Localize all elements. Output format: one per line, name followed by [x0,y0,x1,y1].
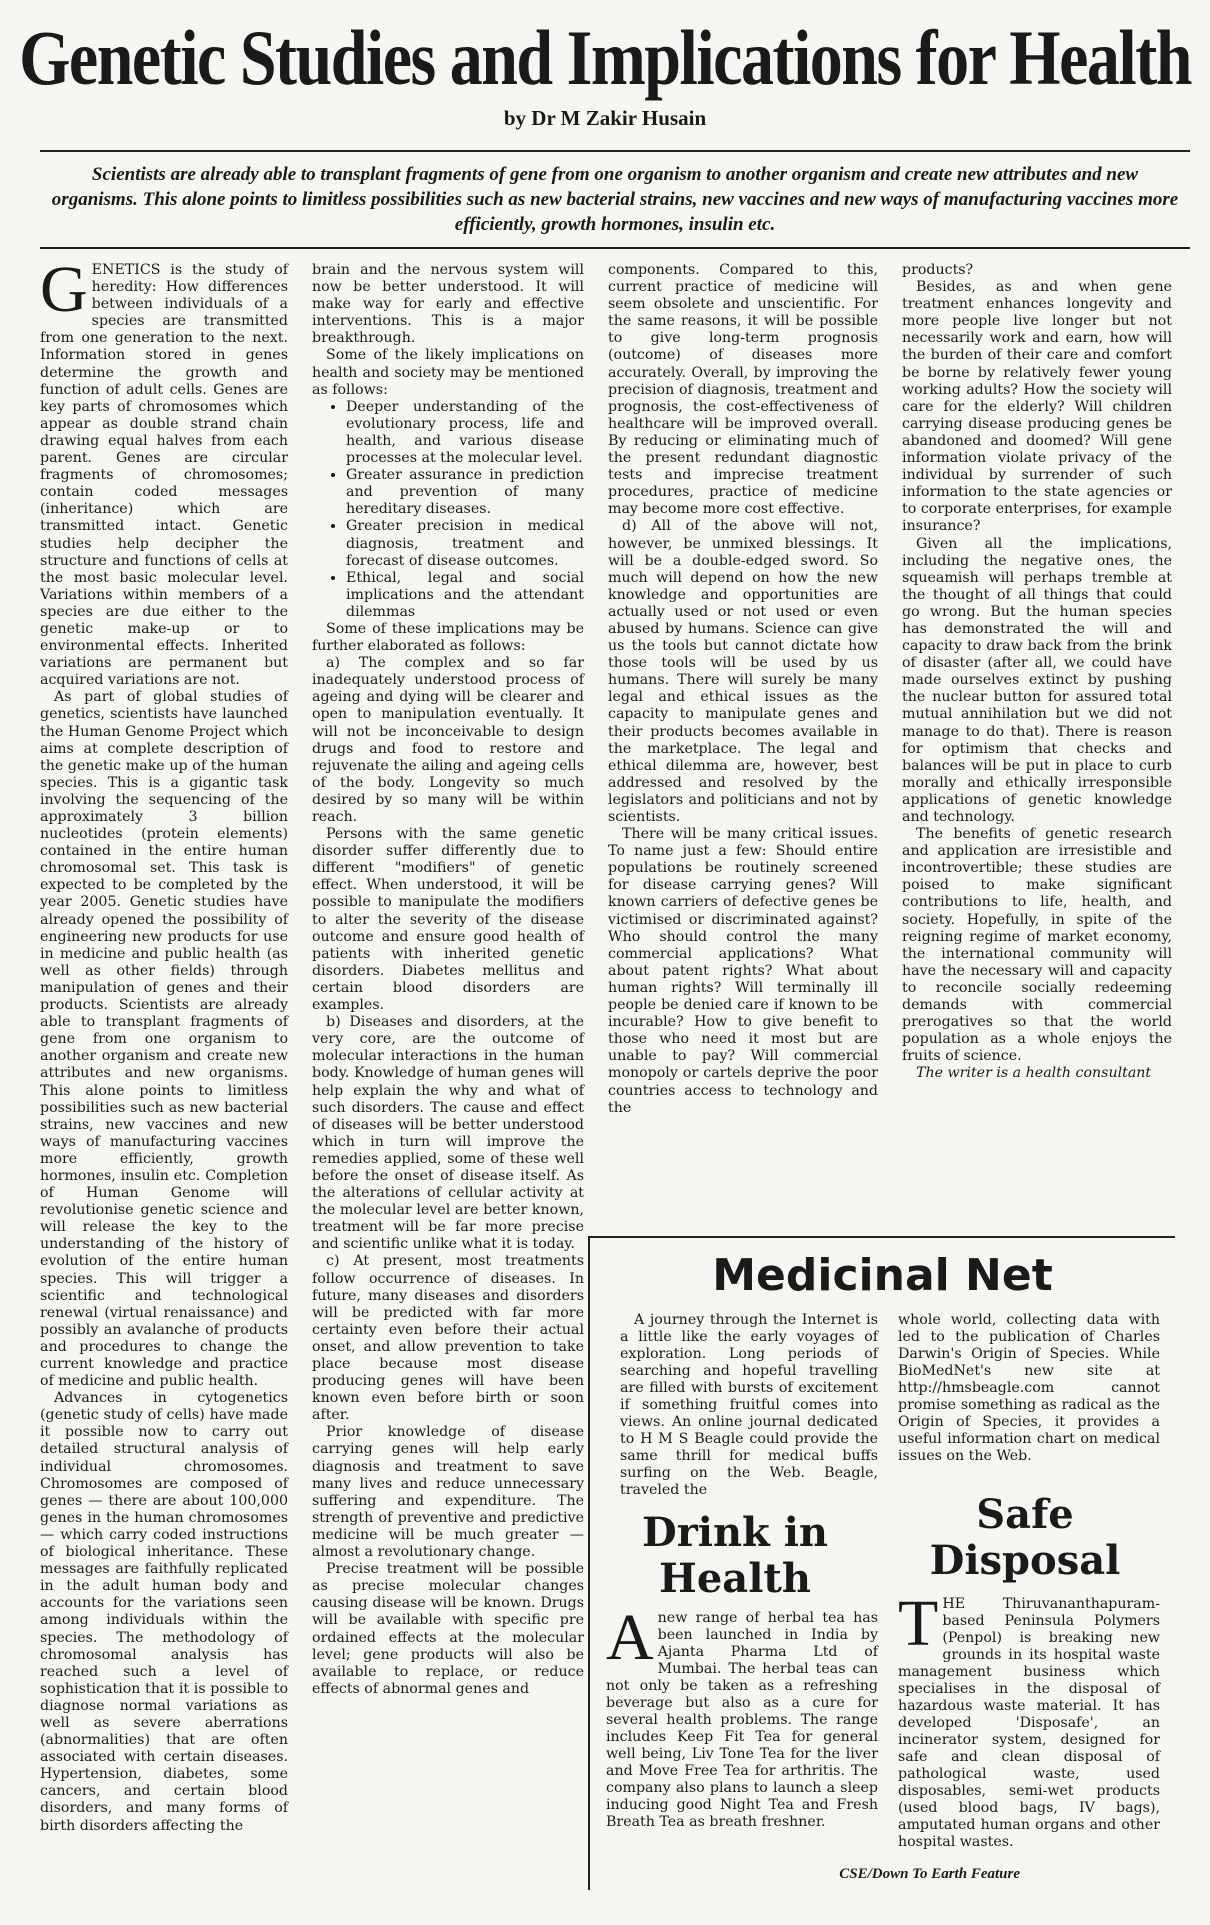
paragraph: A journey through the Internet is a little like the early voyages of exploration. Long periods of searching and hopeful travelling are filled with bursts of excitement if something fruitful comes into views. An online journal dedicated to H M S Beagle could provide the same thrill for medical buffs surfing on the Web. Beagle, traveled the [620,1312,878,1498]
article-column-4 [902,262,1172,1083]
paragraph: Besides, as and when gene treatment enhances longevity and more people live longer but not necessarily work and earn, how will the burden of their care and comfort be borne by relatively fewer young working adults? How the society will care for the elderly? Will children carrying disease producing genes be abandoned and doomed? Will gene information violate privacy of the individual by surrender of such information to the state agencies or to corporate enterprises, for example insurance? [902,279,1172,535]
article-column-3 [608,262,878,1117]
paragraph: b) Diseases and disorders, at the very core, are the outcome of molecular interactions in the human body. Knowledge of human genes will help explain the why and what of such disorders. The cause and effect of diseases will be better understood which in turn will improve the remedies applied, some of these well before the onset of disease itself. As the alterations of cellular activity at the molecular level are better known, treatment will be far more precise and scientific unlike what it is today. [312,1014,584,1253]
paragraph: products? [902,262,974,278]
safe-disposal-body [898,1587,1160,1851]
medicinal-net-col-1 [620,1312,878,1499]
drink-in-health-body [606,1601,878,1831]
paragraph: GENETICS is the study of heredity: How differences between individuals of a species are transmitted from one generation to the next. Information stored in genes determine the growth and function of adult cells. Genes are key parts of chromosomes which appear as double strand chain drawing equal halves from each parent. Genes are circular fragments of chromosomes; contain coded messages (inheritance) which are transmitted intact. Genetic studies help decipher the structure and functions of cells at the most basic molecular level. Variations within members of a species are due either to the genetic make-up or to environmental effects. Inherited variations are permanent but acquired variations are not. [40,253,288,689]
paragraph: d) All of the above will not, however, be unmixed blessings. It will be a double-edged sword. So much will depend on how the new knowledge and opportunities are actually used or not used or even abused by humans. Science can give us the tools but cannot dictate how those tools will be used by us humans. There will surely be many legal and ethical issues as the capacity to manipulate genes and their products becomes available in the marketplace. The legal and ethical dilemma are, however, best addressed and resolved by the legislators and politicians and not by scientists. [608,518,878,825]
drop-cap: A [606,1601,654,1674]
drop-cap: T [898,1587,939,1660]
paragraph: Prior knowledge of disease carrying genes will help early diagnosis and treatment to save many lives and reduce unnecessary suffering and expenditure. The strength of preventive and predictive medicine will be much greater — almost a revolutionary change. [312,1424,584,1561]
paragraph: Advances in cytogenetics (genetic study of cells) have made it possible now to carry out detailed structural analysis of individual chromosomes. Chromosomes are composed of genes — there are about 100,000 genes in the human chromosomes — which carry coded instructions of biological inheritance. These messages are faithfully replicated in the adult human body and accounts for the variations seen among individuals within the species. The methodology of chromosomal analysis has reached such a level of sophistication that it is possible to diagnose normal variations as well as severe aberrations (abnormalities) that are often associated with certain diseases. Hypertension, diabetes, some cancers, and certain blood disorders, and many forms of birth disorders affecting the [40,1390,288,1834]
author-note: The writer is a health consultant [916,1065,1152,1082]
medicinal-net-title: Medicinal Net [712,1250,1053,1301]
paragraph: Persons with the same genetic disorder suffer differently due to different "modifiers" of genetic effect. When understood, it will be possible to manipulate the modifiers to alter the severity of the disease outcome and ensure good health of patients with inherited genetic disorders. Diabetes mellitus and certain blood disorders are examples. [312,826,584,1014]
paragraph: c) At present, most treatments follow occurrence of diseases. In future, many diseases and disorders will be predicted with far more certainty even before their actual onset, and allow prevention to take place because most disease producing genes will have been known even before birth or soon after. [312,1253,584,1424]
byline: by Dr M Zakir Husain [503,106,707,130]
medicinal-net-col-2 [898,1312,1160,1465]
sidebar-box [588,1236,1175,1890]
list-item: • Deeper understanding of the evolutionary process, life and health, and various disease processes at the molecular level. [346,399,584,467]
paragraph: whole world, collecting data with led to the publication of Charles Darwin's Origin of Species. While BioMedNet's new site at http://hmsbeagle.com cannot promise something as radical as the Origin of Species, it provides a useful information chart on medical issues on the Web. [898,1312,1160,1464]
paragraph: There will be many critical issues. To name just a few: Should entire populations be routinely screened for disease carrying genes? Will known carriers of defective genes be victimised or discriminated against? Who should control the many commercial applications? What about patent rights? What about human rights? Will terminally ill people be denied care if known to be incurable? How to give benefit to those who need it most but are unable to pay? Will commercial monopoly or cartels deprive the poor countries access to technology and the [608,826,878,1116]
paragraph: As part of global studies of genetics, scientists have launched the Human Genome Project which aims at complete description of the genetic make up of the human species. This is a gigantic task involving the sequencing of the approximately 3 billion nucleotides (protein elements) contained in the entire human chromosomal set. This task is expected to be completed by the year 2005. Genetic studies have already opened the possibility of engineering new products for use in medicine and public health (as well as other fields) through manipulation of genes and their products. Scientists are already able to transplant fragments of gene from one organism to another organism and create new attributes and new organisms. This alone points to limitless possibilities such as new bacterial strains, new vaccines and new ways of manufacturing vaccines more efficiently, growth hormones, insulin etc. Completion of Human Genome will revolutionise genetic science and will release the key to the understanding of the history of evolution of the entire human species. This will trigger a scientific and technological renewal (virtual renaissance) and possibly an avalanche of products and procedures to change the current knowledge and practice of medicine and public health. [40,689,288,1390]
paragraph: Some of the likely implications on health and society may be mentioned as follows: [312,347,584,398]
headline: Genetic Studies and Implications for Health [19,15,1191,102]
feature-credit: CSE/Down To Earth Feature [839,1866,1020,1882]
paragraph: a) The complex and so far inadequately understood process of ageing and dying will be clearer and open to manipulation eventually. It will not be inconceivable to design drugs and food to restore and rejuvenate the ailing and ageing cells of the body. Longevity so much desired by so many will be within reach. [312,655,584,825]
paragraph: The benefits of genetic research and application are irresistible and incontrovertible; these studies are poised to make significant contributions to life, health, and society. Hopefully, in spite of the reigning regime of market economy, the international community will have the necessary will and capacity to reconcile socially redeeming demands with commercial prerogatives so that the world population as a whole enjoys the fruits of science. [902,826,1172,1065]
paragraph: Some of these implications may be further elaborated as follows: [312,620,584,655]
standfirst: Scientists are already able to transplant fragments of gene from one organism to another organism and create new attributes and new organisms. This alone points to limitless possibilities such as new bacterial strains, new vaccines and new ways of manufacturing vaccines more efficiently, growth hormones, insulin etc. [40,150,1190,249]
article-column-2 [312,262,584,1698]
paragraph: components. Compared to this, current practice of medicine will seem obsolete and unscientific. For the same reasons, it will be possible to give long-term prognosis (outcome) of diseases more accurately. Overall, by improving the precision of diagnosis, treatment and prognosis, the cost-effectiveness of healthcare will be improved overall. By reducing or eliminating much of the present redundant diagnostic tests and imprecise treatment procedures, practice of medicine may become more cost effective. [608,262,878,518]
paragraph: brain and the nervous system will now be better understood. It will make way for early and effective interventions. This is a major breakthrough. [312,262,584,347]
safe-disposal-title: Safe Disposal [929,1491,1121,1584]
paragraph: THE Thiruvananthapuram-based Peninsula Polymers (Penpol) is breaking new grounds in its hospital waste management business which specialises in the disposal of hazardous waste material. It has developed 'Disposafe', an incinerator system, designed for safe and clean disposal of pathological waste, used disposables, semi-wet products (used blood bags, IV bags), amputated human organs and other hospital wastes. [898,1587,1160,1850]
list-item: • Greater assurance in prediction and prevention of many hereditary diseases. [346,467,584,518]
implications-list [312,399,584,621]
paragraph: Anew range of herbal tea has been launched in India by Ajanta Pharma Ltd of Mumbai. The herbal teas can not only be taken as a refreshing beverage but also as a cure for several health problems. The range includes Keep Fit Tea for general well being, Liv Tone Tea for the liver and Move Free Tea for arthritis. The company also plans to launch a sleep inducing good Night Tea and Fresh Breath Tea as breath freshner. [606,1601,878,1830]
paragraph: Given all the implications, including the negative ones, the squeamish will perhaps tremble at the thought of all things that could go wrong. But the human species has demonstrated the will and capacity to draw back from the brink of disaster (after all, we could have made ourselves extinct by pushing the nuclear button for assured total mutual annihilation but we did not manage to do that). There is reason for optimism that checks and balances will be put in place to curb morally and ethically irresponsible applications of genetic knowledge and technology. [902,535,1172,825]
list-item: • Ethical, legal and social implications and the attendant dilemmas [346,570,584,621]
drop-cap: G [40,253,88,326]
article-column-1 [40,253,288,1835]
drink-in-health-title: Drink in Health [642,1509,828,1602]
list-item: • Greater precision in medical diagnosis, treatment and forecast of disease outcomes. [346,518,584,569]
paragraph: Precise treatment will be possible as precise molecular changes causing disease will be known. Drugs will be available with specific pre ordained effects at the molecular level; gene products will also be available to replace, or reduce effects of abnormal genes and [312,1561,584,1697]
